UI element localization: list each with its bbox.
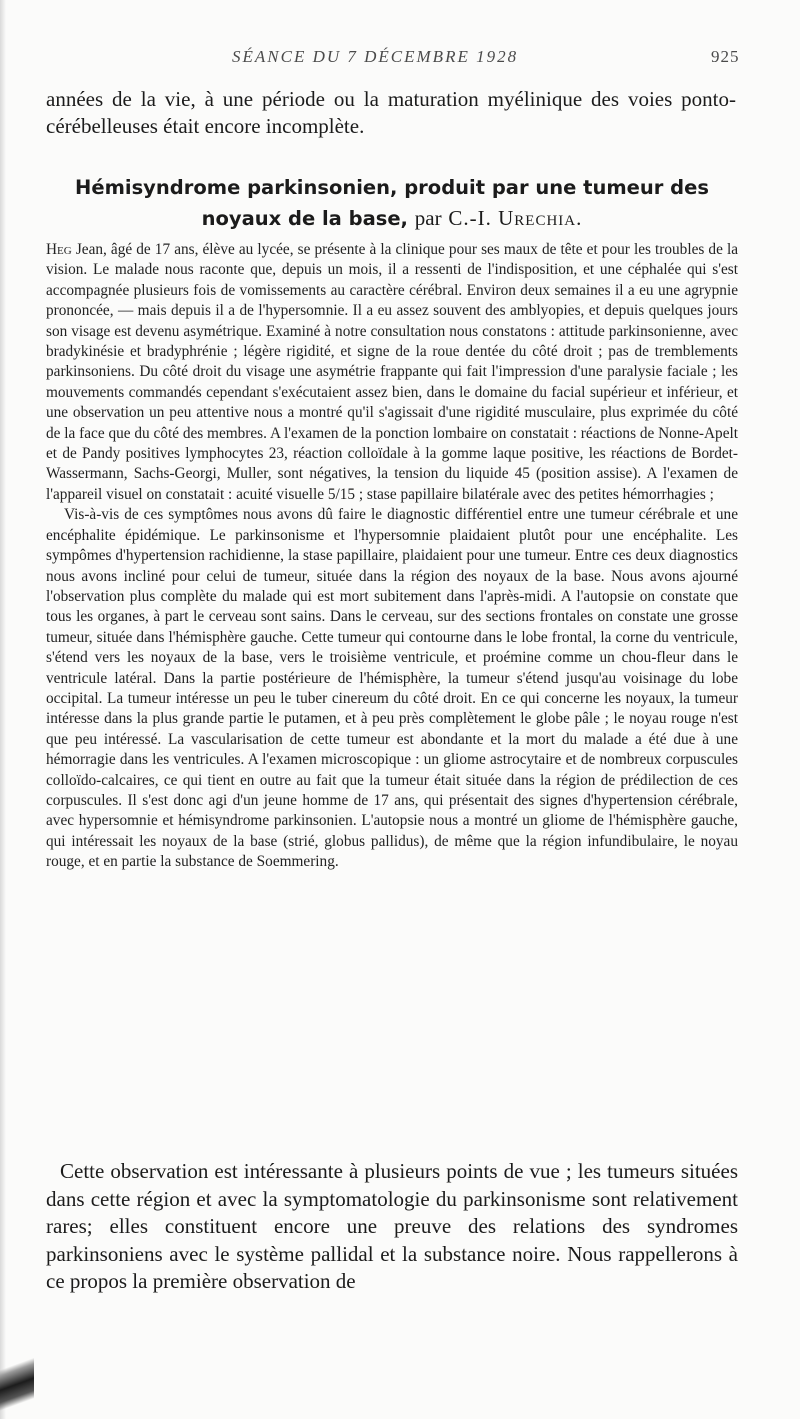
body-paragraph-2: Vis-à-vis de ces symptômes nous avons dû faire le diagnostic différentiel entre une tumeur cérébrale et une encéphalite épidémique. Le parkinsonisme et l'hypersomnie plaidaient plutôt pour une encéphalite. Les sympômes d'hypertension rachidienne, la stase papillaire, plaidaient pour une tumeur. Entre ces deux diagnostics nous avons incliné pour celui de tumeur, située dans la région des noyaux de la base. Nous avons ajourné l'observation plus complète du malade qui est mort subitement dans l'après-midi. A l'autopsie on constate que tous les organes, à part le cerveau sont sains. Dans le cerveau, sur des sections frontales on constate une grosse tumeur, située dans l'hémisphère gauche. Cette tumeur qui contourne dans le lobe frontal, la corne du ventricule, s'étend vers les noyaux de la base, vers le troisième ventricule, et proémine comme un chou-fleur dans le ventricule latéral. Dans la partie postérieure de l'hémisphère, la tumeur s'étend jusqu'au voisinage du lobe occipital. La tumeur intéresse un peu le tuber cinereum du côté droit. En ce qui concerne les noyaux, la tumeur intéresse dans la plus grande partie le putamen, et à peu près complètement le globe pâle ; le noyau rouge n'est que peu intéressé. La vascularisation de cette tumeur est abondante et la mort du malade a été due à une hémorragie dans les ventricules. A l'examen microscopique : un gliome astrocytaire et de nombreux corpuscules colloïdo-calcaires, ce qui tient en outre au fait que la tumeur était située dans la région de prédilection de ces corpuscules. Il s'est donc agi d'un jeune homme de 17 ans, qui présentait des signes d'hypertension cérébrale, avec hypersomnie et hémisyndrome parkinsonien. L'autopsie nous a montré un gliome de l'hémisphère gauche, qui intéressait les noyaux de la base (strié, globus pallidus), de même que la région infundibulaire, le noyau rouge, et en partie la substance de Soemmering. [46, 506, 738, 871]
body-paragraph-1-text: Jean, âgé de 17 ans, élève au lycée, se présente à la clinique pour ses maux de tête et pour les troubles de la vision. Le malade nous raconte que, depuis un mois, il a ressenti de l'indisposition, et une céphalée qui s'est accompagnée plusieurs fois de vomissements au caractère cérébral. Environ deux semaines il a eu une agrypnie prononcée, — mais depuis il a de l'hypersomnie. Il a eu assez souvent des amblyopies, et depuis quelques jours son visage est devenu asymétrique. Examiné à notre consultation nous constatons : attitude parkinsonienne, avec bradykinésie et bradyphrénie ; légère rigidité, et signe de la roue dentée du côté droit ; pas de tremblements parkinsoniens. Du côté droit du visage une asymétrie frappante qui fait l'impression d'une paralysie faciale ; les mouvements commandés cependant s'exécutaient assez bien, dans le domaine du facial supérieur et inférieur, et une observation un peu attentive nous a montré qu'il s'agissait d'une rigidité musculaire, plus exprimée du côté de la face que du côté des membres. A l'examen de la ponction lombaire on constatait : réactions de Nonne-Apelt et de Pandy positives lymphocytes 23, réaction colloïdale à la gomme laque positive, les réactions de Bordet-Wassermann, Sachs-Georgi, Muller, sont négatives, la tension du liquide 45 (position assise). A l'examen de l'appareil visuel on constatait : acuité visuelle 5/15 ; stase papillaire bilatérale avec des petites hémorrhagies ; [46, 241, 739, 503]
article-title [46, 173, 738, 234]
article-title-main: Hémisyndrome parkinsonien, produit par une tumeur des noyaux de la base, [75, 176, 709, 230]
running-head: SÉANCE DU 7 DÉCEMBRE 1928 [232, 47, 519, 66]
binding-shadow [0, 0, 6, 1419]
article-title-par: par [414, 206, 442, 230]
scan-corner-mark [0, 1329, 34, 1419]
lead-paragraph: années de la vie, à une période ou la maturation myélinique des voies ponto-cérébelleuses était encore incomplète. [46, 87, 736, 138]
body-paragraph-1 [46, 240, 738, 505]
article-author: C.-I. Urechia. [448, 206, 583, 230]
article-body [46, 240, 738, 873]
conclusion-paragraph: Cette observation est intéressante à plusieurs points de vue ; les tumeurs situées dans cette région et avec la symptomatologie du parkinsonisme sont relativement rares; elles constituent encore une preuve des relations des syndromes parkinsoniens avec le système pallidal et la substance noire. Nous rappellerons à ce propos la première observation de [46, 1159, 738, 1293]
patient-name: Heg [46, 241, 72, 258]
page-number: 925 [711, 47, 740, 66]
